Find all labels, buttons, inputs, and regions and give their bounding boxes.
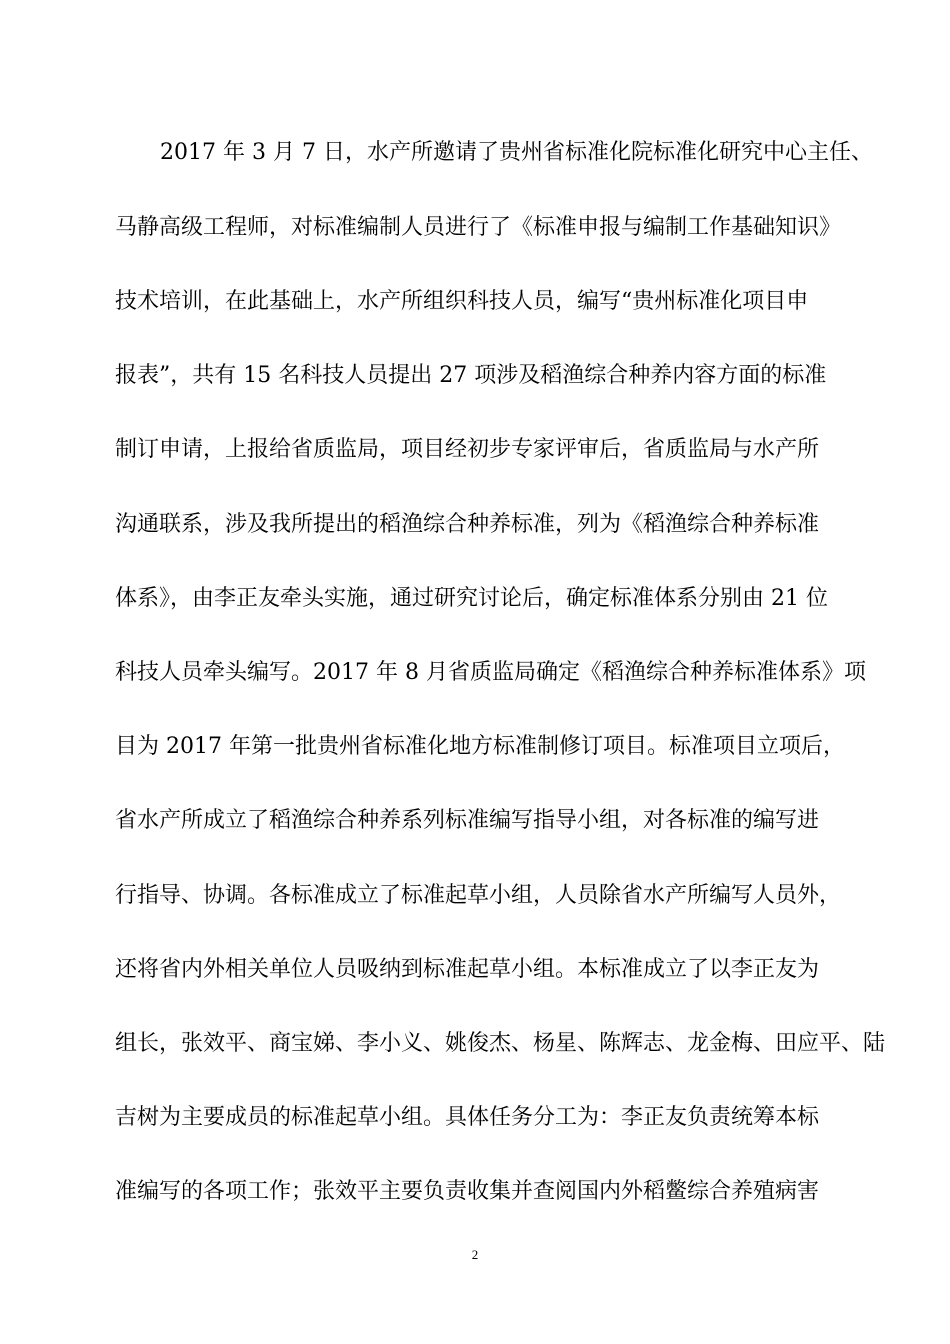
paragraph-line-4: 报表”，共有 15 名科技人员提出 27 项涉及稻渔综合种养内容方面的标准 bbox=[115, 363, 827, 388]
paragraph-line-11: 行指导、协调。各标准成立了标准起草小组，人员除省水产所编写人员外， bbox=[115, 883, 842, 908]
paragraph-line-3: 技术培训，在此基础上，水产所组织科技人员，编写“贵州标准化项目申 bbox=[115, 289, 809, 314]
paragraph-line-12: 还将省内外相关单位人员吸纳到标准起草小组。本标准成立了以李正友为 bbox=[115, 957, 820, 982]
paragraph-line-2: 马静高级工程师，对标准编制人员进行了《标准申报与编制工作基础知识》 bbox=[115, 215, 842, 240]
paragraph-line-8: 科技人员牵头编写。2017 年 8 月省质监局确定《稻渔综合种养标准体系》项 bbox=[115, 660, 866, 685]
paragraph-line-7: 体系》，由李正友牵头实施，通过研究讨论后，确定标准体系分别由 21 位 bbox=[115, 586, 828, 611]
paragraph-line-13: 组长，张效平、商宝娣、李小义、姚俊杰、杨星、陈辉志、龙金梅、田应平、陆 bbox=[115, 1031, 886, 1056]
paragraph-line-6: 沟通联系，涉及我所提出的稻渔综合种养标准，列为《稻渔综合种养标准 bbox=[115, 512, 820, 537]
page-number: 2 bbox=[471, 1247, 479, 1262]
paragraph-line-10: 省水产所成立了稻渔综合种养系列标准编写指导小组，对各标准的编写进 bbox=[115, 808, 820, 833]
paragraph-line-9: 目为 2017 年第一批贵州省标准化地方标准制修订项目。标准项目立项后， bbox=[115, 734, 845, 759]
paragraph-line-15: 准编写的各项工作；张效平主要负责收集并查阅国内外稻鳖综合养殖病害 bbox=[115, 1179, 820, 1204]
paragraph-line-14: 吉树为主要成员的标准起草小组。具体任务分工为：李正友负责统筹本标 bbox=[115, 1105, 820, 1130]
paragraph-line-1: 2017 年 3 月 7 日，水产所邀请了贵州省标准化院标准化研究中心主任、 bbox=[160, 140, 873, 165]
paragraph-line-5: 制订申请，上报给省质监局，项目经初步专家评审后，省质监局与水产所 bbox=[115, 437, 820, 462]
